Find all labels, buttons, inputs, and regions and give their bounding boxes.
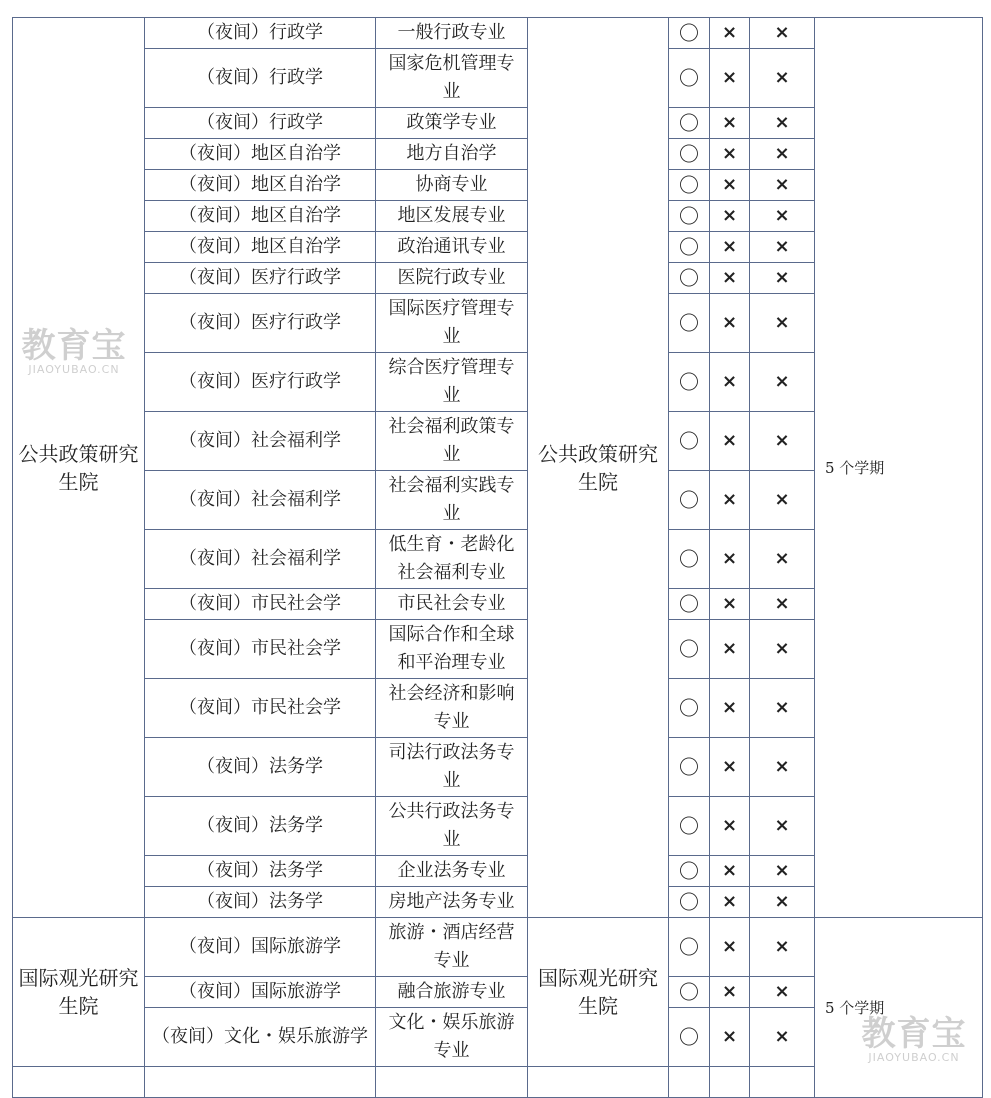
watermark-domain: JIAOYUBAO.CN bbox=[28, 363, 120, 376]
unavailable-mark: × bbox=[750, 530, 815, 589]
available-mark: 〇 bbox=[669, 977, 710, 1008]
unavailable-mark: × bbox=[710, 18, 750, 49]
specialization-cell: 司法行政法务专业 bbox=[376, 738, 528, 797]
empty-cell bbox=[528, 1067, 669, 1098]
unavailable-mark: × bbox=[750, 887, 815, 918]
major-cell: （夜间）行政学 bbox=[145, 108, 376, 139]
specialization-cell: 地区发展专业 bbox=[376, 201, 528, 232]
available-mark: 〇 bbox=[669, 232, 710, 263]
watermark-right bbox=[858, 1016, 970, 1064]
unavailable-mark: × bbox=[710, 412, 750, 471]
unavailable-mark: × bbox=[710, 620, 750, 679]
watermark-domain: JIAOYUBAO.CN bbox=[868, 1051, 960, 1064]
table-row bbox=[13, 18, 983, 49]
major-cell: （夜间）医疗行政学 bbox=[145, 294, 376, 353]
major-cell: （夜间）文化・娱乐旅游学 bbox=[145, 1008, 376, 1067]
specialization-cell: 地方自治学 bbox=[376, 139, 528, 170]
unavailable-mark: × bbox=[710, 679, 750, 738]
available-mark: 〇 bbox=[669, 679, 710, 738]
unavailable-mark: × bbox=[710, 856, 750, 887]
specialization-cell: 文化・娱乐旅游专业 bbox=[376, 1008, 528, 1067]
available-mark: 〇 bbox=[669, 1008, 710, 1067]
specialization-cell: 低生育・老龄化社会福利专业 bbox=[376, 530, 528, 589]
unavailable-mark: × bbox=[750, 139, 815, 170]
available-mark: 〇 bbox=[669, 49, 710, 108]
major-cell: （夜间）社会福利学 bbox=[145, 471, 376, 530]
specialization-cell: 医院行政专业 bbox=[376, 263, 528, 294]
available-mark: 〇 bbox=[669, 201, 710, 232]
specialization-cell: 政策学专业 bbox=[376, 108, 528, 139]
specialization-cell: 房地产法务专业 bbox=[376, 887, 528, 918]
unavailable-mark: × bbox=[710, 1008, 750, 1067]
specialization-cell: 社会福利实践专业 bbox=[376, 471, 528, 530]
unavailable-mark: × bbox=[710, 232, 750, 263]
major-cell: （夜间）地区自治学 bbox=[145, 201, 376, 232]
specialization-cell: 综合医疗管理专业 bbox=[376, 353, 528, 412]
term-cell: 5 个学期 bbox=[815, 918, 983, 1098]
unavailable-mark: × bbox=[710, 49, 750, 108]
available-mark: 〇 bbox=[669, 412, 710, 471]
unavailable-mark: × bbox=[750, 263, 815, 294]
unavailable-mark: × bbox=[710, 589, 750, 620]
major-cell: （夜间）地区自治学 bbox=[145, 232, 376, 263]
major-cell: （夜间）社会福利学 bbox=[145, 412, 376, 471]
unavailable-mark: × bbox=[710, 918, 750, 977]
available-mark: 〇 bbox=[669, 353, 710, 412]
empty-cell bbox=[376, 1067, 528, 1098]
unavailable-mark: × bbox=[710, 139, 750, 170]
unavailable-mark: × bbox=[750, 170, 815, 201]
available-mark: 〇 bbox=[669, 620, 710, 679]
available-mark: 〇 bbox=[669, 918, 710, 977]
unavailable-mark: × bbox=[710, 108, 750, 139]
available-mark: 〇 bbox=[669, 797, 710, 856]
major-cell: （夜间）国际旅游学 bbox=[145, 977, 376, 1008]
available-mark: 〇 bbox=[669, 108, 710, 139]
available-mark: 〇 bbox=[669, 139, 710, 170]
unavailable-mark: × bbox=[710, 977, 750, 1008]
available-mark: 〇 bbox=[669, 170, 710, 201]
unavailable-mark: × bbox=[710, 887, 750, 918]
specialization-cell: 国际合作和全球和平治理专业 bbox=[376, 620, 528, 679]
specialization-cell: 市民社会专业 bbox=[376, 589, 528, 620]
major-cell: （夜间）市民社会学 bbox=[145, 620, 376, 679]
unavailable-mark: × bbox=[710, 353, 750, 412]
unavailable-mark: × bbox=[710, 263, 750, 294]
major-cell: （夜间）社会福利学 bbox=[145, 530, 376, 589]
available-mark: 〇 bbox=[669, 530, 710, 589]
specialization-cell: 公共行政法务专业 bbox=[376, 797, 528, 856]
major-cell: （夜间）医疗行政学 bbox=[145, 263, 376, 294]
available-mark: 〇 bbox=[669, 471, 710, 530]
unavailable-mark: × bbox=[750, 1008, 815, 1067]
department-cell: 公共政策研究生院 bbox=[528, 18, 669, 918]
unavailable-mark: × bbox=[710, 738, 750, 797]
programs-table bbox=[12, 17, 983, 1098]
watermark-brand: 教育宝 bbox=[861, 1014, 967, 1054]
available-mark: 〇 bbox=[669, 589, 710, 620]
major-cell: （夜间）国际旅游学 bbox=[145, 918, 376, 977]
empty-cell bbox=[145, 1067, 376, 1098]
unavailable-mark: × bbox=[750, 977, 815, 1008]
major-cell: （夜间）法务学 bbox=[145, 856, 376, 887]
unavailable-mark: × bbox=[750, 412, 815, 471]
unavailable-mark: × bbox=[750, 201, 815, 232]
specialization-cell: 国家危机管理专业 bbox=[376, 49, 528, 108]
specialization-cell: 旅游・酒店经营专业 bbox=[376, 918, 528, 977]
major-cell: （夜间）地区自治学 bbox=[145, 170, 376, 201]
available-mark: 〇 bbox=[669, 887, 710, 918]
watermark-brand: 教育宝 bbox=[21, 326, 127, 366]
unavailable-mark: × bbox=[750, 797, 815, 856]
available-mark: 〇 bbox=[669, 856, 710, 887]
unavailable-mark: × bbox=[710, 471, 750, 530]
unavailable-mark: × bbox=[750, 589, 815, 620]
watermark-left bbox=[18, 328, 130, 376]
unavailable-mark: × bbox=[710, 530, 750, 589]
term-cell: 5 个学期 bbox=[815, 18, 983, 918]
unavailable-mark: × bbox=[750, 353, 815, 412]
unavailable-mark: × bbox=[750, 856, 815, 887]
available-mark: 〇 bbox=[669, 263, 710, 294]
unavailable-mark: × bbox=[710, 797, 750, 856]
unavailable-mark: × bbox=[710, 170, 750, 201]
specialization-cell: 社会福利政策专业 bbox=[376, 412, 528, 471]
unavailable-mark: × bbox=[750, 738, 815, 797]
major-cell: （夜间）法务学 bbox=[145, 738, 376, 797]
unavailable-mark: × bbox=[750, 294, 815, 353]
major-cell: （夜间）地区自治学 bbox=[145, 139, 376, 170]
unavailable-mark: × bbox=[710, 294, 750, 353]
unavailable-mark: × bbox=[750, 471, 815, 530]
available-mark: 〇 bbox=[669, 18, 710, 49]
major-cell: （夜间）行政学 bbox=[145, 18, 376, 49]
specialization-cell: 一般行政专业 bbox=[376, 18, 528, 49]
unavailable-mark: × bbox=[750, 108, 815, 139]
major-cell: （夜间）市民社会学 bbox=[145, 589, 376, 620]
specialization-cell: 企业法务专业 bbox=[376, 856, 528, 887]
major-cell: （夜间）市民社会学 bbox=[145, 679, 376, 738]
major-cell: （夜间）法务学 bbox=[145, 797, 376, 856]
specialization-cell: 融合旅游专业 bbox=[376, 977, 528, 1008]
specialization-cell: 社会经济和影响专业 bbox=[376, 679, 528, 738]
specialization-cell: 国际医疗管理专业 bbox=[376, 294, 528, 353]
empty-cell bbox=[750, 1067, 815, 1098]
empty-cell bbox=[13, 1067, 145, 1098]
specialization-cell: 政治通讯专业 bbox=[376, 232, 528, 263]
department-cell: 国际观光研究生院 bbox=[528, 918, 669, 1067]
major-cell: （夜间）法务学 bbox=[145, 887, 376, 918]
unavailable-mark: × bbox=[750, 918, 815, 977]
unavailable-mark: × bbox=[750, 18, 815, 49]
empty-cell bbox=[710, 1067, 750, 1098]
unavailable-mark: × bbox=[750, 620, 815, 679]
unavailable-mark: × bbox=[710, 201, 750, 232]
college-cell: 公共政策研究生院 bbox=[13, 18, 145, 918]
college-cell: 国际观光研究生院 bbox=[13, 918, 145, 1067]
unavailable-mark: × bbox=[750, 232, 815, 263]
available-mark: 〇 bbox=[669, 738, 710, 797]
major-cell: （夜间）医疗行政学 bbox=[145, 353, 376, 412]
major-cell: （夜间）行政学 bbox=[145, 49, 376, 108]
available-mark: 〇 bbox=[669, 294, 710, 353]
unavailable-mark: × bbox=[750, 49, 815, 108]
unavailable-mark: × bbox=[750, 679, 815, 738]
table-row bbox=[13, 918, 983, 977]
specialization-cell: 协商专业 bbox=[376, 170, 528, 201]
empty-cell bbox=[669, 1067, 710, 1098]
